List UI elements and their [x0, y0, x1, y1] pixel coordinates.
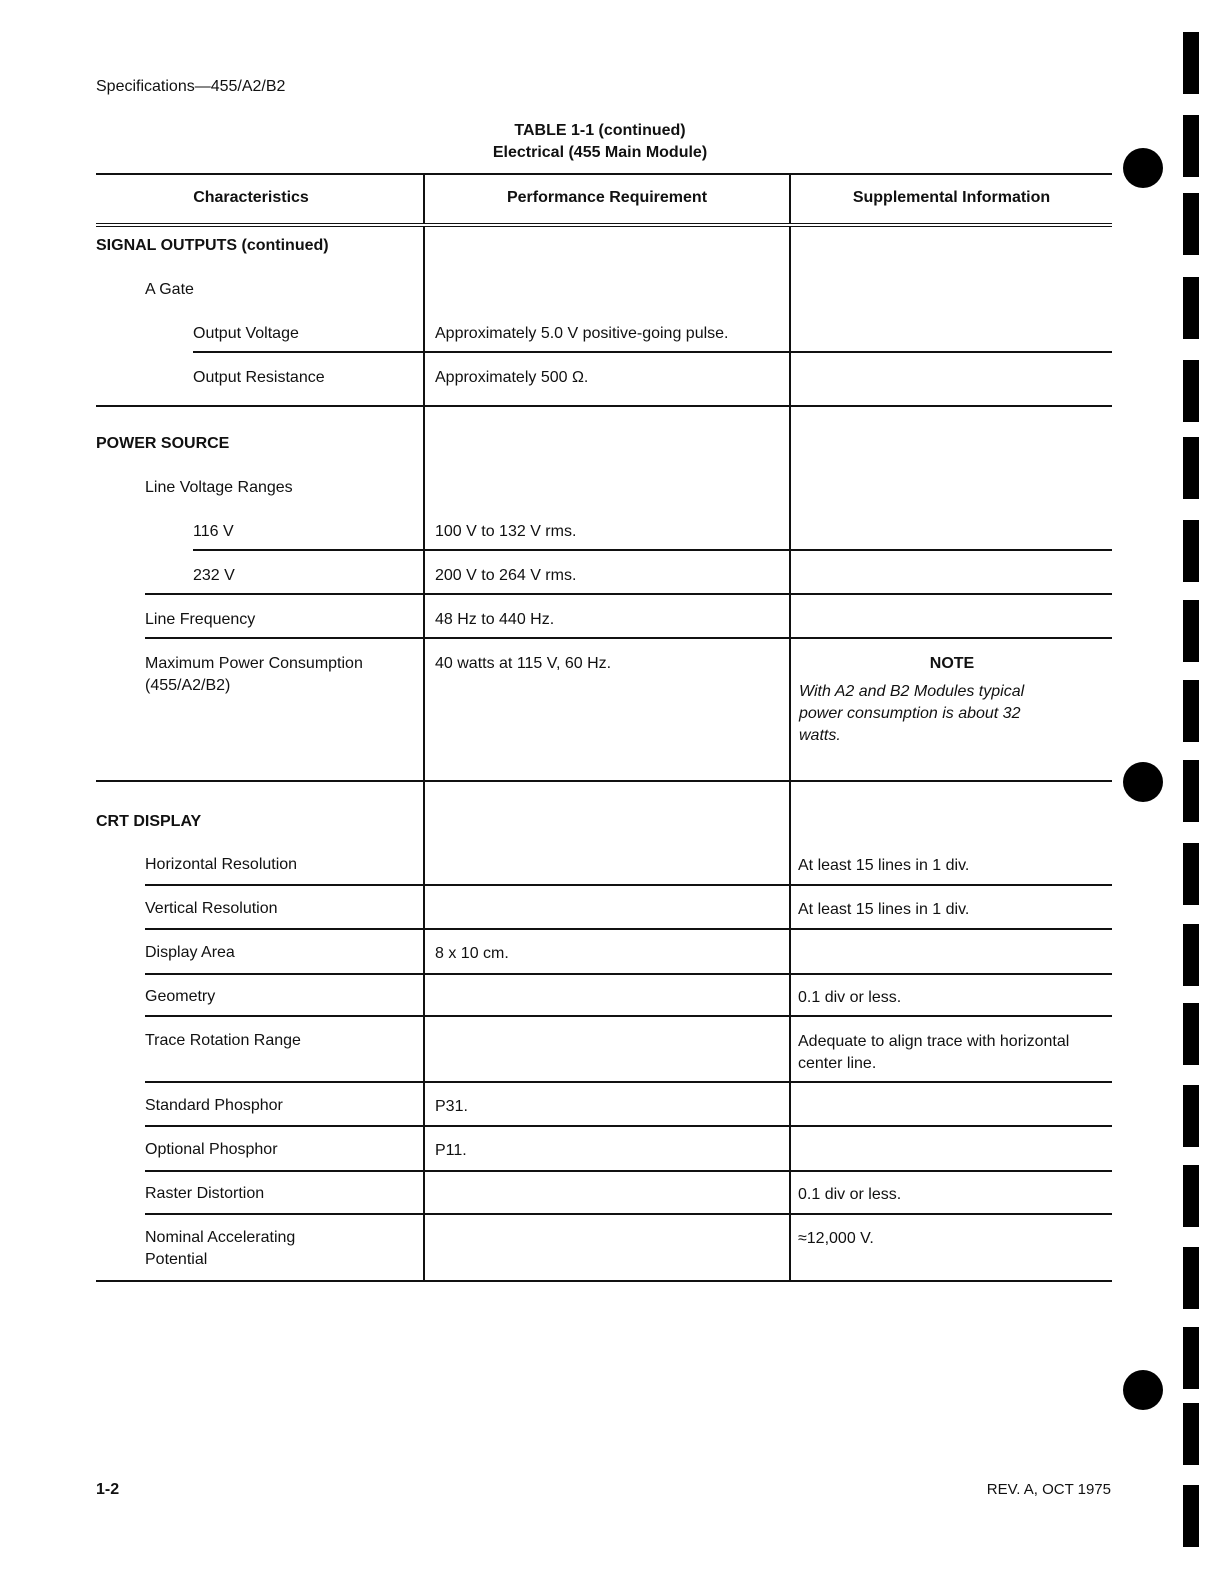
char-nominal-accelerating-line2: Potential	[145, 1251, 208, 1268]
char-max-power-line2: (455/A2/B2)	[145, 677, 231, 694]
binding-mark	[1183, 1485, 1199, 1547]
char-a-gate: A Gate	[145, 281, 194, 298]
char-232v: 232 V	[193, 567, 235, 584]
char-nominal-accelerating	[145, 1227, 295, 1271]
char-optional-phosphor: Optional Phosphor	[145, 1141, 278, 1158]
supp-trace-rotation-line1: Adequate to align trace with horizontal	[798, 1033, 1070, 1050]
char-116v: 116 V	[193, 523, 234, 540]
binding-mark	[1183, 1403, 1199, 1465]
perf-max-power: 40 watts at 115 V, 60 Hz.	[435, 655, 612, 672]
binding-mark	[1183, 1327, 1199, 1389]
binding-mark	[1183, 360, 1199, 422]
char-line-frequency: Line Frequency	[145, 611, 256, 628]
char-max-power	[145, 653, 363, 697]
column-header-characteristics: Characteristics	[193, 189, 309, 206]
char-horizontal-resolution: Horizontal Resolution	[145, 856, 298, 873]
supp-vertical-resolution: At least 15 lines in 1 div.	[798, 901, 970, 918]
note-title: NOTE	[929, 655, 975, 672]
perf-standard-phosphor: P31.	[435, 1098, 468, 1115]
binding-mark	[1183, 193, 1199, 255]
section-signal-outputs: SIGNAL OUTPUTS (continued)	[96, 237, 329, 254]
binding-mark	[1183, 437, 1199, 499]
char-vertical-resolution: Vertical Resolution	[145, 900, 278, 917]
binding-hole	[1123, 1370, 1163, 1410]
table-header-row	[96, 173, 1112, 227]
row-rule	[193, 549, 1112, 551]
binding-mark	[1183, 32, 1199, 94]
supp-horizontal-resolution: At least 15 lines in 1 div.	[798, 857, 970, 874]
char-output-voltage: Output Voltage	[193, 325, 299, 342]
perf-output-voltage: Approximately 5.0 V positive-going pulse.	[435, 325, 729, 342]
binding-hole	[1123, 762, 1163, 802]
column-header-supplemental: Supplemental Information	[852, 189, 1051, 206]
perf-line-frequency: 48 Hz to 440 Hz.	[435, 611, 555, 628]
note-line: power consumption is about 32	[799, 705, 1021, 722]
perf-output-resistance: Approximately 500 Ω.	[435, 369, 589, 386]
row-rule	[193, 351, 1112, 353]
char-line-voltage-ranges: Line Voltage Ranges	[145, 479, 293, 496]
section-rule	[96, 780, 1112, 782]
supp-trace-rotation	[798, 1031, 1069, 1075]
column-divider	[789, 227, 791, 1282]
char-trace-rotation: Trace Rotation Range	[145, 1032, 301, 1049]
perf-116v: 100 V to 132 V rms.	[435, 523, 577, 540]
section-power-source: POWER SOURCE	[96, 435, 230, 452]
char-standard-phosphor: Standard Phosphor	[145, 1097, 283, 1114]
binding-mark	[1183, 520, 1199, 582]
table-number: TABLE 1-1 (continued)	[514, 122, 686, 139]
page-header: Specifications—455/A2/B2	[96, 78, 286, 95]
char-display-area: Display Area	[145, 944, 235, 961]
binding-mark	[1183, 1085, 1199, 1147]
page-number: 1-2	[96, 1481, 120, 1498]
char-nominal-accelerating-line1: Nominal Accelerating	[145, 1229, 296, 1246]
perf-232v: 200 V to 264 V rms.	[435, 567, 577, 584]
binding-mark	[1183, 760, 1199, 822]
row-rule	[145, 973, 1112, 975]
binding-mark	[1183, 1003, 1199, 1065]
note-line: With A2 and B2 Modules typical	[799, 683, 1025, 700]
binding-mark	[1183, 277, 1199, 339]
table-body	[96, 227, 1112, 1282]
row-rule	[145, 1015, 1112, 1017]
binding-mark	[1183, 115, 1199, 177]
binding-mark	[1183, 1165, 1199, 1227]
spec-table	[96, 173, 1112, 1282]
row-rule	[145, 928, 1112, 930]
row-rule	[145, 1081, 1112, 1083]
row-rule	[145, 1213, 1112, 1215]
char-geometry: Geometry	[145, 988, 216, 1005]
perf-display-area: 8 x 10 cm.	[435, 945, 509, 962]
binding-mark	[1183, 1247, 1199, 1309]
char-output-resistance: Output Resistance	[193, 369, 325, 386]
note-line: watts.	[799, 727, 841, 744]
row-rule	[145, 884, 1112, 886]
row-rule	[145, 1170, 1112, 1172]
supp-nominal-accelerating: ≈12,000 V.	[798, 1230, 874, 1247]
binding-hole	[1123, 148, 1163, 188]
supp-raster-distortion: 0.1 div or less.	[798, 1186, 902, 1203]
row-rule	[145, 637, 1112, 639]
column-header-performance: Performance Requirement	[506, 189, 708, 206]
section-rule	[96, 405, 1112, 407]
char-raster-distortion: Raster Distortion	[145, 1185, 265, 1202]
binding-mark	[1183, 843, 1199, 905]
binding-mark	[1183, 924, 1199, 986]
table-bottom-rule	[96, 1280, 1112, 1282]
char-max-power-line1: Maximum Power Consumption	[145, 655, 363, 672]
revision-note: REV. A, OCT 1975	[986, 1481, 1111, 1498]
supp-trace-rotation-line2: center line.	[798, 1055, 877, 1072]
supp-geometry: 0.1 div or less.	[798, 989, 902, 1006]
power-note	[799, 653, 1105, 747]
binding-mark	[1183, 600, 1199, 662]
table-title	[400, 120, 800, 164]
table-subtitle: Electrical (455 Main Module)	[492, 144, 708, 161]
row-rule	[145, 593, 1112, 595]
row-rule	[145, 1125, 1112, 1127]
binding-mark	[1183, 680, 1199, 742]
column-divider	[423, 227, 425, 1282]
perf-optional-phosphor: P11.	[435, 1142, 467, 1159]
section-crt-display: CRT DISPLAY	[96, 813, 202, 830]
